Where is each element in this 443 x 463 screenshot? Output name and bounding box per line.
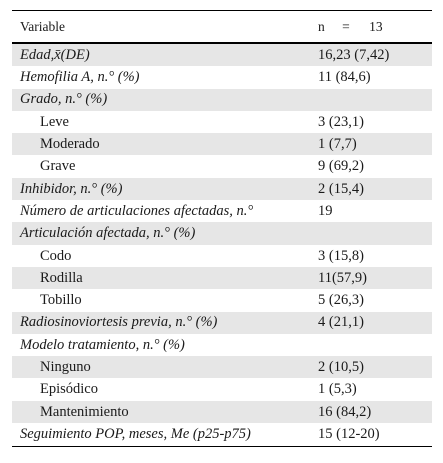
table-row <box>12 43 432 66</box>
row-value: 16 (84,2) <box>310 401 432 423</box>
table-header <box>12 11 432 44</box>
table-row <box>12 178 432 200</box>
row-value: 15 (12-20) <box>310 423 432 447</box>
row-value: 3 (23,1) <box>318 113 364 130</box>
table-row <box>12 222 432 244</box>
row-value: 5 (26,3) <box>318 292 364 309</box>
table-row <box>12 66 432 88</box>
table-row <box>12 245 432 267</box>
table-body <box>12 43 432 447</box>
header-row <box>12 11 432 44</box>
row-value <box>310 89 432 111</box>
row-label: Articulación afectada, n.° (%) <box>12 222 310 244</box>
table-row <box>12 334 432 356</box>
table-row <box>12 378 432 400</box>
row-value <box>310 334 432 356</box>
row-value: 2 (10,5) <box>310 356 432 378</box>
row-label: Tobillo <box>40 292 82 309</box>
header-variable: Variable <box>12 11 310 44</box>
row-label: Mantenimiento <box>12 401 310 423</box>
table-row <box>12 401 432 423</box>
table-row <box>12 312 432 334</box>
row-value: 4 (21,1) <box>310 312 432 334</box>
row-label: Leve <box>40 113 69 130</box>
row-value: 11 (84,6) <box>318 69 371 86</box>
header-n-equals: = <box>342 18 350 34</box>
row-value: 1 (7,7) <box>310 133 432 155</box>
row-label: Rodilla <box>12 267 310 289</box>
data-table-container <box>12 10 432 447</box>
table-row <box>12 89 432 111</box>
row-value: 19 <box>318 202 333 219</box>
row-label: Ninguno <box>12 356 310 378</box>
header-n-label: n <box>318 18 325 34</box>
row-label: Moderado <box>12 133 310 155</box>
row-label: Hemofilia A, n.° (%) <box>20 69 140 86</box>
row-value: 9 (69,2) <box>318 158 364 175</box>
row-label: Episódico <box>40 381 98 398</box>
header-n-value: 13 <box>369 18 383 34</box>
row-value <box>310 222 432 244</box>
row-value: 3 (15,8) <box>318 247 364 264</box>
patient-characteristics-table <box>12 10 432 447</box>
table-row <box>12 133 432 155</box>
row-value: 1 (5,3) <box>318 381 357 398</box>
row-label: Número de articulaciones afectadas, n.° <box>20 202 254 219</box>
row-label: Edad,x̄(DE) <box>12 43 310 66</box>
table-row <box>12 356 432 378</box>
table-row <box>12 155 432 177</box>
table-row <box>12 111 432 133</box>
row-label: Codo <box>40 247 72 264</box>
header-n <box>310 11 432 44</box>
table-row <box>12 289 432 311</box>
row-label: Inhibidor, n.° (%) <box>12 178 310 200</box>
row-label: Grave <box>40 158 76 175</box>
row-value: 11(57,9) <box>310 267 432 289</box>
row-label: Grado, n.° (%) <box>12 89 310 111</box>
row-label: Seguimiento POP, meses, Me (p25-p75) <box>12 423 310 447</box>
table-row <box>12 200 432 222</box>
table-row <box>12 267 432 289</box>
row-value: 16,23 (7,42) <box>310 43 432 66</box>
row-value: 2 (15,4) <box>310 178 432 200</box>
row-label: Radiosinoviortesis previa, n.° (%) <box>12 312 310 334</box>
table-row <box>12 423 432 447</box>
row-label: Modelo tratamiento, n.° (%) <box>20 336 185 353</box>
